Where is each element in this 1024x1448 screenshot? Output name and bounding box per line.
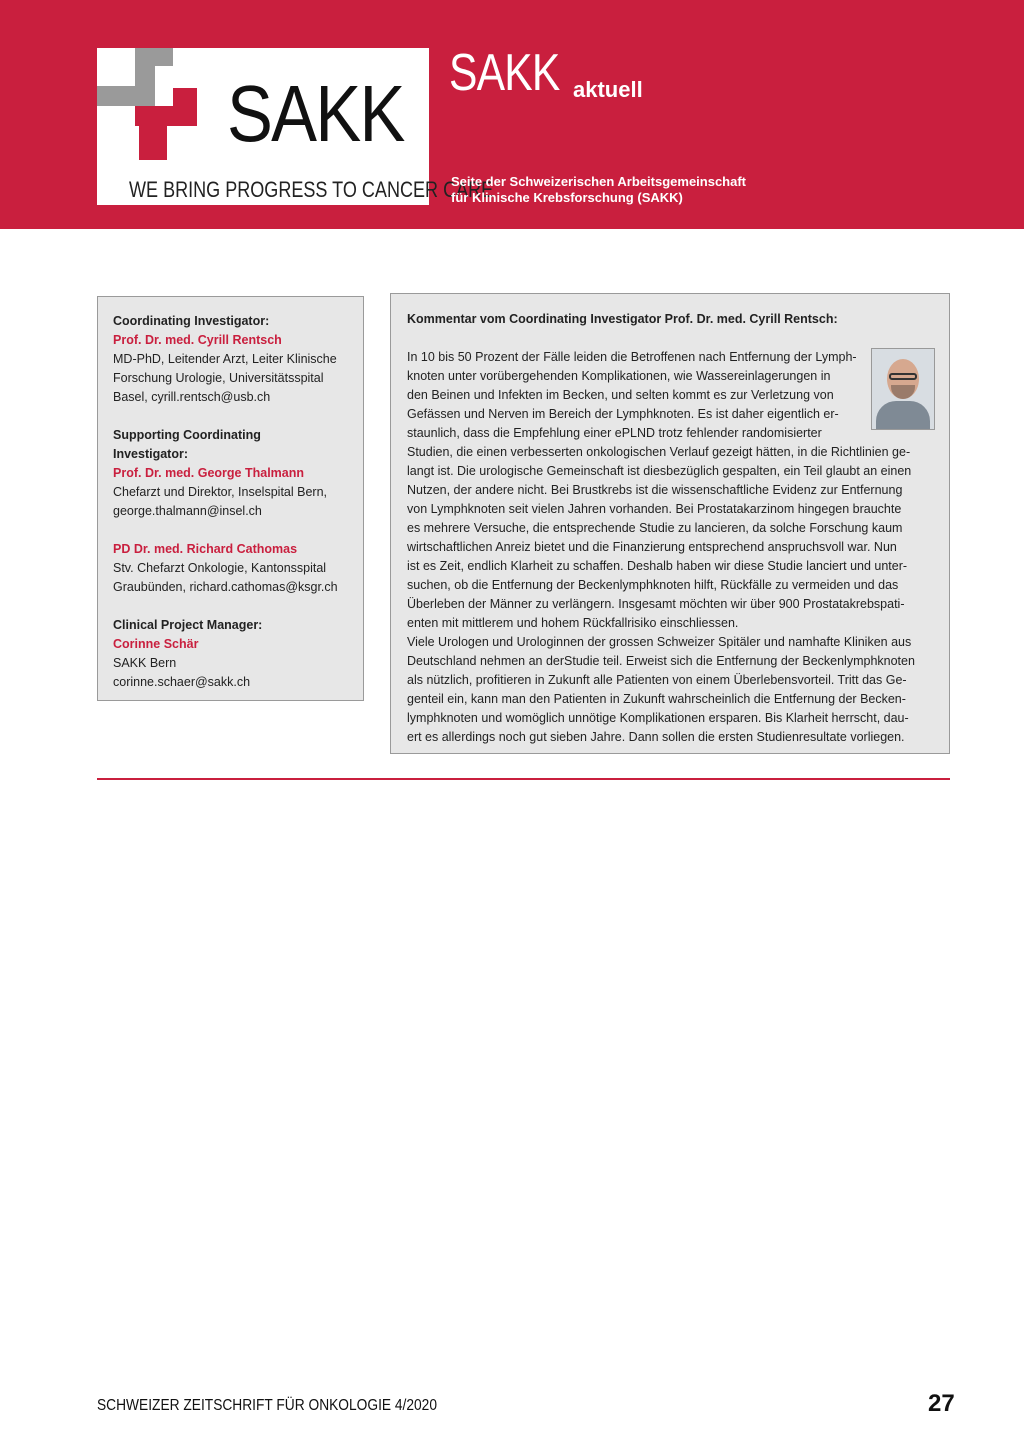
sakk-logo (97, 48, 494, 205)
subtitle-line-2: für Klinische Krebsforschung (SAKK) (451, 190, 683, 205)
cpm-name: Corinne Schär (113, 637, 199, 651)
header-band (0, 0, 1024, 229)
sci-label: Supporting Coordinating Investigator: (113, 428, 261, 461)
ci-name: Prof. Dr. med. Cyrill Rentsch (113, 333, 282, 347)
title-sub: aktuell (573, 77, 643, 102)
title-main: SAKK (449, 44, 560, 102)
comment-paragraph-2: Viele Urologen und Urologinnen der grossen Schweizer Spitäler und namhafte Kliniken aus Deutschland nehmen an derStudie teil. Erweist sich die Entfernung der Beckenlymphknoten als nützlich, profitieren in Zukunft alle Patienten von einem Überlebensvorteil. Tritt das Ge- genteil ein, kann man den Patienten in Zukunft wahrscheinlich die Entfernung der Becken- lymphknoten und womöglich unnötige Komplikationen ersparen. Bis Klarheit herrscht, dau- ert es allerdings noch gut sieben Jahre. Dann sollen die ersten Studienresultate vorliegen. (407, 635, 915, 744)
ci-label: Coordinating Investigator: (113, 314, 270, 328)
cpm-org: SAKK Bern (113, 656, 177, 670)
pd-name: PD Dr. med. Richard Cathomas (113, 542, 298, 556)
cpm-email: corinne.schaer@sakk.ch (113, 675, 251, 689)
ci-info: MD-PhD, Leitender Arzt, Leiter Klinische Forschung Urologie, Universitätsspital Basel, cyrill.rentsch@usb.ch (113, 352, 337, 404)
journal-footer: SCHWEIZER ZEITSCHRIFT FÜR ONKOLOGIE 4/2020 (97, 1397, 437, 1414)
pd-info: Stv. Chefarzt Onkologie, Kantonsspital Graubünden, richard.cathomas@ksgr.ch (113, 561, 338, 594)
contacts-box (97, 296, 364, 701)
comment-title: Kommentar vom Coordinating Investigator Prof. Dr. med. Cyrill Rentsch: (407, 312, 838, 326)
comment-paragraph-1: In 10 bis 50 Prozent der Fälle leiden die Betroffenen nach Entfernung der Lymph- knoten unter vorübergehenden Komplikationen, wie Wassereinlagerungen in den Beinen und Infekten im Becken, und selten kommt es zur Verletzung von Gefässen und Nerven im Bereich der Lymphknoten. Es ist daher eigentlich er- staunlich, dass die Empfehlung einer ePLND trotz fehlender randomisierter Studien, die einen verbesserten onkologischen Verlauf gezeigt hätten, in die Richtlinien ge- langt ist. Die urologische Gemeinschaft ist diesbezüglich gespalten, ein Teil glaubt an einen Nutzen, der andere nicht. Bei Brustkrebs ist die wissenschaftliche Evidenz zur Entfernung von Lymphknoten seit vielen Jahren vorhanden. Bei Prostatakarzinom hingegen brauchte es mehrere Versuche, die entsprechende Studie zu lancieren, da solche Forschung kaum wirtschaftlichen Anreiz bietet und die Finanzierung entsprechend anspruchsvoll war. Nun ist es Zeit, endlich Klarheit zu schaffen. Deshalb haben wir diese Studie lanciert und unter- suchen, ob die Entfernung der Beckenlymphknoten hilft, Rückfälle zu vermeiden und das Überleben der Männer zu verlängern. Insgesamt möchten wir über 900 Prostatakrebspati- enten mit mittlerem und hohem Rückfallrisiko einschliessen. (407, 350, 912, 630)
page-number: 27 (928, 1390, 955, 1417)
logo-tagline: WE BRING PROGRESS TO CANCER CARE (129, 177, 494, 202)
sci-name: Prof. Dr. med. George Thalmann (113, 466, 305, 480)
sci-info: Chefarzt und Direktor, Inselspital Bern, george.thalmann@insel.ch (113, 485, 327, 518)
page-title (449, 44, 643, 102)
cross-logo-icon (97, 48, 217, 163)
comment-box (390, 293, 950, 754)
cpm-label: Clinical Project Manager: (113, 618, 263, 632)
portrait-photo (871, 348, 935, 430)
logo-wordmark: SAKK (227, 69, 404, 158)
divider-rule (97, 778, 950, 780)
subtitle-line-1: Seite der Schweizerischen Arbeitsgemeinschaft (451, 174, 747, 189)
header-subtitle (451, 174, 746, 206)
